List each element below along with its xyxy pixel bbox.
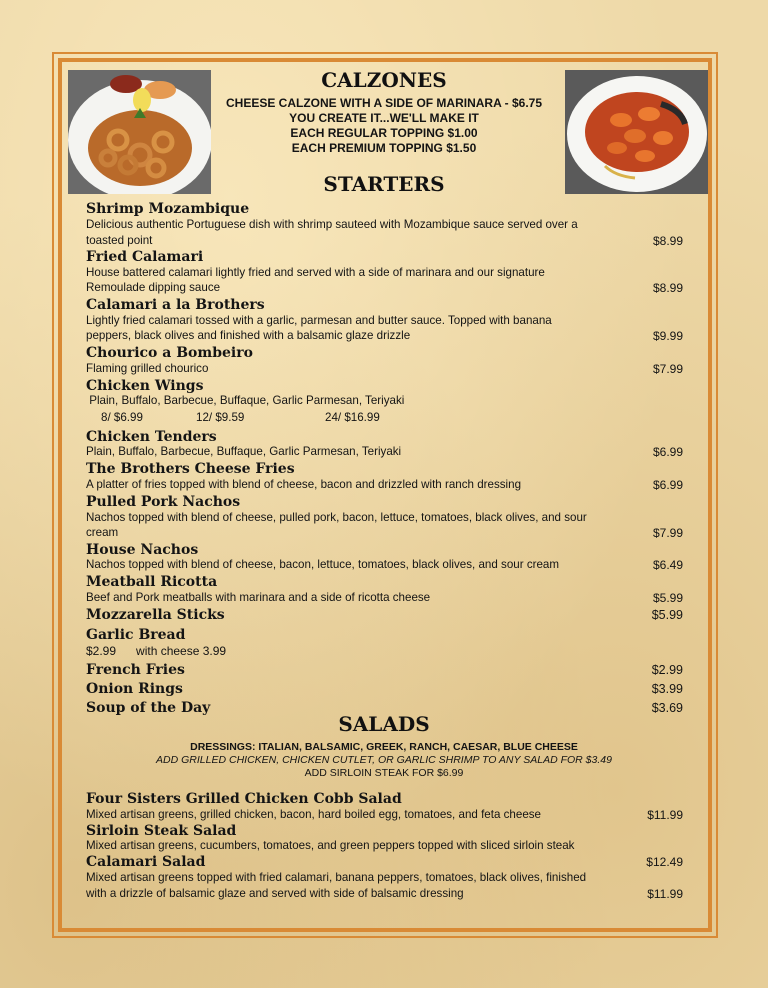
menu-item-price: $11.99 xyxy=(647,887,683,901)
menu-item-name: Chourico a Bombeiro xyxy=(86,345,253,361)
menu-item-name: Pulled Pork Nachos xyxy=(86,494,241,510)
salads-heading: SALADS xyxy=(338,712,430,736)
wing-size-price: 12/ $9.59 xyxy=(196,411,245,424)
menu-item-name: Shrimp Mozambique xyxy=(86,201,250,217)
menu-item-price: $3.69 xyxy=(651,701,683,715)
menu-item-desc: Delicious authentic Portuguese dish with shrimp sauteed with Mozambique sauce served over a xyxy=(86,218,578,231)
menu-item-desc: Lightly fried calamari tossed with a garlic, parmesan and butter sauce. Topped with banana xyxy=(86,314,552,327)
menu-item-desc: A platter of fries topped with blend of cheese, bacon and drizzled with ranch dressing xyxy=(86,478,522,491)
menu-item-desc: House battered calamari lightly fried and served with a side of marinara and our signature xyxy=(86,266,545,279)
menu-item-desc: cream xyxy=(86,526,119,539)
menu-item-name: Garlic Bread xyxy=(86,627,186,643)
menu-item-desc: Mixed artisan greens topped with fried calamari, banana peppers, tomatoes, black olives, finished xyxy=(86,871,587,884)
menu-item-desc: Beef and Pork meatballs with marinara and a side of ricotta cheese xyxy=(86,591,431,604)
menu-item-price: $5.99 xyxy=(652,591,683,605)
menu-item-desc: $2.99 with cheese 3.99 xyxy=(86,644,227,658)
menu-item-desc: Mixed artisan greens, grilled chicken, bacon, hard boiled egg, tomatoes, and feta cheese xyxy=(86,808,542,821)
menu-item-name: House Nachos xyxy=(86,542,199,558)
menu-item-price: $7.99 xyxy=(652,362,683,376)
menu-item-price: $12.49 xyxy=(646,855,683,869)
menu-item-price: $11.99 xyxy=(647,808,683,822)
wing-size-price: 8/ $6.99 xyxy=(101,411,143,424)
dressings-line: DRESSINGS: ITALIAN, BALSAMIC, GREEK, RANCH, CAESAR, BLUE CHEESE xyxy=(190,741,578,753)
menu-item-price: $3.99 xyxy=(651,682,683,696)
menu-item-price: $9.99 xyxy=(652,329,683,343)
menu-item-name: Four Sisters Grilled Chicken Cobb Salad xyxy=(86,791,402,807)
calzone-line: EACH REGULAR TOPPING $1.00 xyxy=(290,126,478,140)
menu-item-desc: with a drizzle of balsamic glaze and served with side of balsamic dressing xyxy=(86,887,464,900)
menu-item-name: Chicken Tenders xyxy=(86,429,217,445)
menu-item-name: Calamari Salad xyxy=(86,854,206,870)
menu-item-price: $8.99 xyxy=(652,281,683,295)
menu-item-price: $7.99 xyxy=(652,526,683,540)
menu-item-desc: Remoulade dipping sauce xyxy=(86,281,221,294)
menu-item-price: $6.99 xyxy=(652,478,683,492)
menu-item-desc: Nachos topped with blend of cheese, bacon, lettuce, tomatoes, black olives, and sour cream xyxy=(86,558,560,571)
menu-item-name: Onion Rings xyxy=(86,681,183,697)
menu-item-desc: toasted point xyxy=(86,234,153,247)
menu-item-name: The Brothers Cheese Fries xyxy=(86,461,295,477)
salad-addon-line: ADD SIRLOIN STEAK FOR $6.99 xyxy=(304,767,464,779)
menu-item-price: $2.99 xyxy=(651,663,683,677)
menu-item-price: $6.99 xyxy=(652,445,683,459)
menu-item-desc: peppers, black olives and finished with a balsamic glaze drizzle xyxy=(86,329,411,342)
calzone-line: EACH PREMIUM TOPPING $1.50 xyxy=(291,141,477,155)
menu-item-name: Soup of the Day xyxy=(86,700,211,716)
menu-item-name: Sirloin Steak Salad xyxy=(86,823,237,839)
calzone-line: CHEESE CALZONE WITH A SIDE OF MARINARA - $6.75 xyxy=(225,96,543,110)
calzone-line: YOU CREATE IT...WE'LL MAKE IT xyxy=(289,111,479,125)
calzones-heading: CALZONES xyxy=(321,68,447,92)
menu-item-desc: Mixed artisan greens, cucumbers, tomatoes, and green peppers topped with sliced sirloin steak xyxy=(86,839,575,852)
salad-addon-line: ADD GRILLED CHICKEN, CHICKEN CUTLET, OR GARLIC SHRIMP TO ANY SALAD FOR $3.49 xyxy=(156,754,612,766)
menu-item-name: Fried Calamari xyxy=(86,249,204,265)
menu-item-desc: Flaming grilled chourico xyxy=(86,362,209,375)
menu-item-name: French Fries xyxy=(86,662,185,678)
menu-item-price: $8.99 xyxy=(652,234,683,248)
wing-size-price: 24/ $16.99 xyxy=(325,411,380,424)
menu-item-desc: Plain, Buffalo, Barbecue, Buffaque, Garlic Parmesan, Teriyaki xyxy=(86,445,402,458)
menu-item-name: Calamari a la Brothers xyxy=(86,297,265,313)
starters-heading: STARTERS xyxy=(323,172,445,196)
menu-item-desc: Plain, Buffalo, Barbecue, Buffaque, Garlic Parmesan, Teriyaki xyxy=(86,394,405,407)
menu-item-name: Chicken Wings xyxy=(86,378,204,394)
menu-item-price: $5.99 xyxy=(651,608,683,622)
menu-item-price: $6.49 xyxy=(652,558,683,572)
menu-item-name: Meatball Ricotta xyxy=(86,574,218,590)
menu-item-name: Mozzarella Sticks xyxy=(86,607,225,623)
menu-item-desc: Nachos topped with blend of cheese, pulled pork, bacon, lettuce, tomatoes, black olives, and sour xyxy=(86,511,587,524)
